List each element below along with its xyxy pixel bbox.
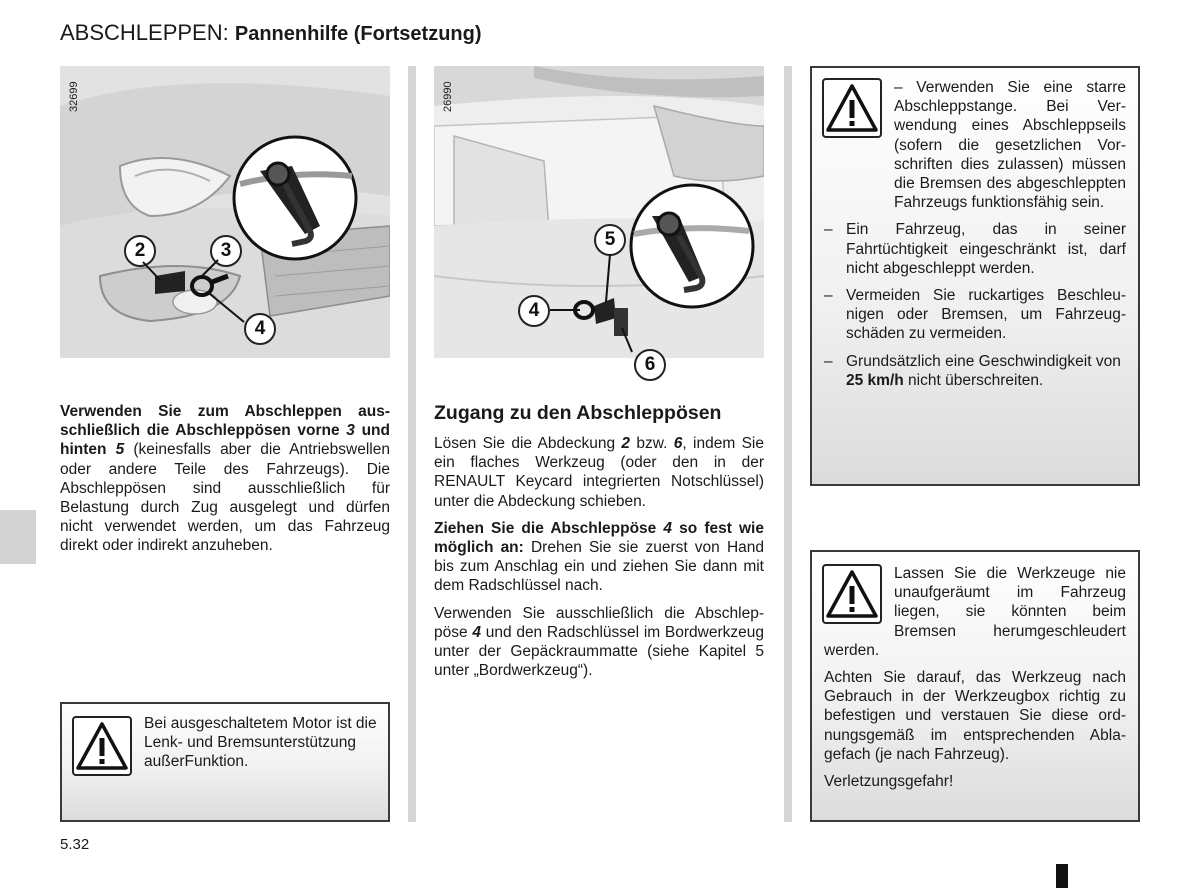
chapter-tab [0, 510, 36, 564]
warning-item [824, 220, 1126, 278]
text: (keinesfalls aber die Antriebswellen oder andere Teile des Fahrzeugs). Die Abschleppösen sind ausschließlich für Belastung durch Zug ausgelegt und dürfen nicht verwendet werden, um das Fahrzeug direkt oder indirekt anzuheben. [60, 441, 390, 555]
text: 2 [621, 435, 631, 452]
column-separator [408, 66, 416, 822]
text: 6 [673, 435, 683, 452]
text: nicht überschreiten. [903, 371, 1044, 389]
section-heading: Zugang zu den Abschleppösen [434, 402, 722, 424]
callout-5: 5 [594, 224, 626, 256]
text: 5 [115, 441, 125, 459]
page-title [60, 20, 482, 46]
text: Vermeiden Sie ruckartiges Beschleunigen oder Bremsen, um Fahrzeugschäden zu vermeiden. [846, 287, 1126, 343]
page-number: 5.32 [60, 836, 90, 853]
text: , indem Sie ein flaches Werkzeug (oder den in der RENAULT Keycard integrierten Notschlüssel) unter die Abdeckung schieben. [434, 435, 764, 510]
callout-2: 2 [124, 235, 156, 267]
callout-4: 4 [518, 295, 550, 327]
warning-triangle-icon [72, 716, 132, 776]
warning-item: – Verwenden Sie eine starre Abschleppstange. Bei Verwendung eines Abschleppseils (sofern die gesetzlichen Vorschriften dies zulassen) müssen die Bremsen des abgeschleppten Fahrzeugs funktionsfähig sein. [894, 79, 1126, 212]
callout-3: 3 [210, 235, 242, 267]
title-sub: Pannenhilfe (Fortsetzung) [234, 23, 482, 45]
warning-text [824, 564, 1126, 799]
text: Ein Fahrzeug, das in seiner Fahrtüchtigkeit eingeschränkt ist, darf nicht abgeschleppt werden. [846, 221, 1126, 277]
page-marker [1056, 864, 1068, 888]
middle-body-text [434, 434, 764, 688]
text: 4 [663, 519, 673, 537]
callout-6: 6 [634, 349, 666, 381]
warning-list [824, 78, 1126, 398]
text: Verwenden Sie ausschließlich die Abschleppöse [434, 604, 764, 641]
callout-leader-lines [60, 66, 390, 358]
warning-item [824, 286, 1126, 344]
text: Drehen Sie sie zuerst von Hand bis zum Anschlag ein und ziehen Sie dann mit dem Radschlüssel nach. [434, 539, 764, 595]
text: Ziehen Sie die Abschleppöse [434, 519, 664, 537]
text: Achten Sie darauf, das Werkzeug nach Gebrauch in der Werkzeugbox richtig zu befestigen und verstauen Sie diese ordnungsgemäß im entsprechenden Ablagefach (je nach Fahrzeug). [824, 669, 1126, 763]
warning-text: Bei ausgeschaltetem Motor ist die Lenk- und Bremsunterstützung außerFunktion. [144, 715, 377, 771]
text: 3 [346, 422, 355, 440]
text: Lösen Sie die Abdeckung [434, 435, 622, 452]
text: Verwenden Sie zum Abschleppen ausschließlich die Abschleppösen vorne [60, 403, 390, 440]
text: Verletzungsgefahr! [824, 773, 954, 791]
text: so fest wie möglich an: [434, 519, 764, 557]
figure-number: 32699 [68, 81, 80, 112]
dash: – [824, 221, 833, 239]
text: bzw. [630, 435, 674, 452]
column-separator [784, 66, 792, 822]
dash: – [824, 352, 833, 370]
title-main: ABSCHLEPPEN: [60, 20, 229, 45]
text: und hinten [60, 422, 390, 459]
left-body-text [60, 402, 390, 564]
text: und den Radschlüssel im Bordwerkzeug unter der Gepäckraummatte (siehe Kapitel 5 unter „Bordwerkzeug“). [434, 623, 765, 680]
text: 4 [472, 623, 481, 641]
text: 25 km/h [846, 371, 904, 389]
text: Lassen Sie die Werkzeuge nie unaufgeräumt im Fahrzeug liegen, sie könnten beim Bremsen herumgeschleudert werden. [824, 565, 1126, 659]
text: Grundsätzlich eine Geschwindigkeit von [846, 352, 1121, 370]
callout-leader-lines [434, 66, 764, 386]
warning-box [60, 702, 390, 822]
callout-4: 4 [244, 313, 276, 345]
dash: – [824, 287, 833, 305]
warning-item [824, 352, 1126, 390]
warning-box [810, 550, 1140, 822]
warning-box [810, 66, 1140, 486]
figure-number: 26990 [442, 81, 454, 112]
